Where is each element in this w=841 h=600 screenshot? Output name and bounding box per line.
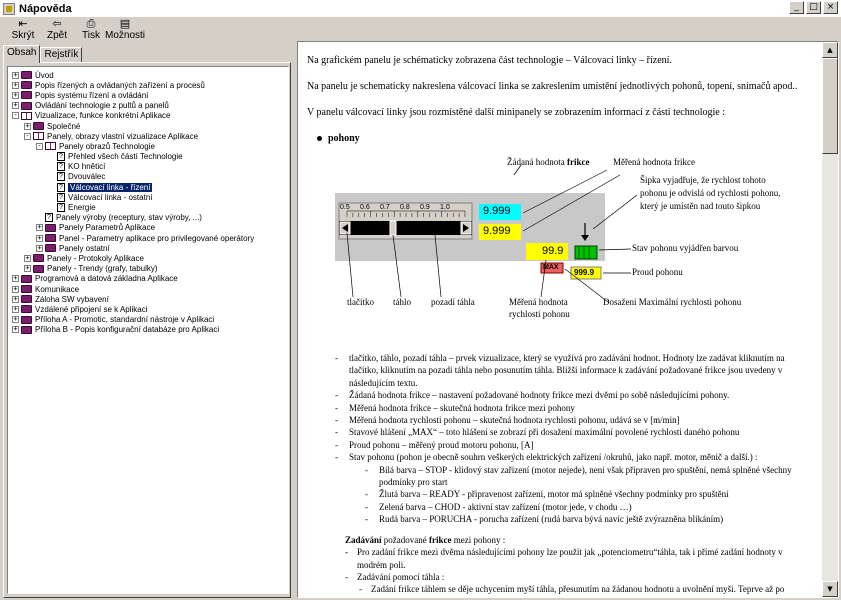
tree-item-label: Panely výroby (receptury, stav výroby, ...) (56, 213, 202, 223)
bullet-pohony (317, 132, 814, 145)
options-label: Možnosti (105, 30, 146, 41)
tree-item[interactable] (8, 315, 288, 325)
collapse-icon[interactable]: - (37, 141, 42, 150)
down-arrow-icon (581, 235, 589, 241)
tree-item[interactable] (8, 70, 288, 80)
expand-icon[interactable]: + (37, 223, 42, 232)
tree-item-label: Ovládání technologie z pultů a panelů (35, 101, 169, 111)
topic-content (298, 42, 822, 597)
print-button[interactable] (74, 17, 108, 41)
tree-item[interactable] (8, 325, 288, 335)
title-bar (0, 0, 841, 17)
topic-pane (297, 41, 839, 598)
help-page-icon: ? (57, 193, 65, 202)
friction-setpoint-value[interactable]: 9.999 (483, 205, 511, 217)
open-book-icon (33, 132, 44, 140)
paragraph-minipanels: V panelu válcovací linky jsou rozmístěné další minipanely se zobrazením informací z části technologie : (307, 107, 726, 118)
tree-item-label: Společné (47, 121, 81, 131)
closed-book-icon (21, 326, 32, 334)
vertical-scrollbar[interactable] (822, 42, 838, 597)
tree-item[interactable] (8, 152, 288, 162)
definition-item: - Měřená hodnota rychlosti pohonu – skutečná hodnota rychlosti pohonu, udává se v [m/min] (335, 415, 680, 426)
drive-state-item: - Bílá barva – STOP - klidový stav zařízení (motor nejede), není však připraven pro spuštění, nemá splněné všechny podmínky pro start (365, 464, 792, 488)
slider-track (339, 221, 472, 235)
tree-item-label: Programová a datová základna Aplikace (35, 274, 178, 284)
drive-state-item: - Žlutá barva – READY - připravenost zařízení, motor má splněné všechny podmínky pro spuštění (365, 489, 729, 500)
paragraph-panel: Na panelu je schematicky nakreslena válcovací linka se zakreslením umístění jednotlivých pohonů, topení, snímačů apod.. (307, 81, 798, 92)
options-icon: ▤ (119, 17, 131, 30)
tree-item[interactable] (8, 274, 288, 284)
ann-arrow-3: který je umístěn nad touto šipkou (640, 201, 761, 211)
definition-item: - tlačítko, táhlo, pozadí táhla – prvek vizualizace, který se využívá pro zadávání hodnot. Hodnoty lze zadávat kliknutím na tlačítko, kliknutím na pozadí táhla nebo posunutím táhla. Bližší informace k zadávání požadované frikce jsou uvedeny v následujícím textu. (335, 353, 785, 388)
tree-item-label: Vzdálené připojení se k Aplikaci (35, 304, 148, 314)
tree-item[interactable] (8, 111, 288, 121)
expand-icon[interactable]: + (13, 101, 18, 110)
closed-book-icon (21, 71, 32, 79)
ann-max: Dosažení Maximální rychlosti pohonu (603, 297, 742, 307)
scroll-up-button[interactable]: ▲ (822, 42, 838, 58)
tree-item-label: Příloha A - Promotic, standardní nástroje v Aplikaci (35, 315, 215, 325)
maximize-button[interactable]: □ (806, 1, 821, 14)
tree-item[interactable] (8, 213, 288, 223)
closed-book-icon (45, 244, 56, 252)
tree-item-label: Příloha B - Popis konfigurační databáze pro Aplikaci (35, 325, 220, 335)
expand-icon[interactable]: + (13, 325, 18, 334)
tree-item[interactable] (8, 101, 288, 111)
ann-track: pozadí táhla (431, 297, 475, 307)
help-page-icon: ? (57, 203, 65, 212)
tree-item-label: KO hněticí (68, 162, 106, 172)
expand-icon[interactable]: + (25, 264, 30, 273)
tree-item-label: Vizualizace, funkce konkrétní Aplikace (35, 111, 171, 121)
slider-tick-label: 0.7 (380, 204, 390, 211)
tree-item-label: Panely ostatní (59, 243, 110, 253)
ann-current: Proud pohonu (632, 267, 683, 277)
ann-drive-state: Stav pohonu vyjádřen barvou (632, 243, 739, 253)
expand-icon[interactable]: + (13, 80, 18, 89)
tree-item[interactable] (8, 264, 288, 274)
tree-item-label: Popis řízených a ovládaných zařízení a procesů (35, 80, 205, 90)
closed-book-icon (45, 234, 56, 242)
tab-contents[interactable]: Obsah (3, 45, 40, 63)
setpoint-section (345, 534, 814, 596)
help-page-icon: ? (57, 162, 65, 171)
expand-icon[interactable]: + (13, 304, 18, 313)
tree-item-label: Záloha SW vybavení (35, 294, 109, 304)
bullet-icon (317, 136, 322, 141)
contents-tree (7, 66, 289, 594)
tree-item[interactable] (8, 294, 288, 304)
tree-item[interactable] (8, 162, 288, 172)
closed-book-icon (33, 122, 44, 130)
slider-thumb (390, 221, 396, 235)
tree-item[interactable] (8, 233, 288, 243)
tree-item[interactable] (8, 192, 288, 202)
minimize-button[interactable]: _ (789, 1, 804, 14)
motor-state-icon (575, 246, 597, 259)
tree-item-label: Popis systému řízení a ovládání (35, 90, 149, 100)
back-label: Zpět (46, 30, 67, 41)
tree-item[interactable] (8, 90, 288, 100)
drive-state-item: - Zelená barva – CHOD - aktivní stav zařízení (motor jede, v chodu …) (365, 501, 632, 512)
closed-book-icon (21, 285, 32, 293)
tree-item-label: Válcovací linka - řízení (70, 182, 151, 192)
tab-index[interactable]: Rejstřík (40, 47, 82, 63)
tree-item-label: Přehled všech částí Technologie (68, 152, 183, 162)
close-button[interactable]: × (823, 1, 838, 14)
expand-icon[interactable]: + (25, 121, 30, 130)
tree-item[interactable] (8, 223, 288, 233)
current-value: 999.9 (574, 268, 595, 277)
back-button[interactable] (40, 17, 74, 41)
tree-item[interactable] (8, 80, 288, 90)
tree-item-label: Panely, obrazy vlastní vizualizace Aplikace (47, 131, 199, 141)
closed-book-icon (45, 224, 56, 232)
ann-speed-1: Měřená hodnota (509, 297, 568, 307)
back-icon: ⇦ (52, 17, 62, 30)
closed-book-icon (21, 305, 32, 313)
definition-item: - Měřená hodnota frikce – skutečná hodnota frikce mezi pohony (335, 402, 575, 413)
drive-state-item: - Rudá barva – PORUCHA - porucha zařízení (rudá barva bývá navíc ještě zvýrazněna blikáním) (365, 514, 724, 525)
tree-item-label: Panel - Parametry aplikace pro privilegované operátory (59, 233, 255, 243)
tree-item-label: Komunikace (35, 284, 80, 294)
tree-item[interactable] (8, 243, 288, 253)
tree-item-label: Energie (68, 203, 96, 213)
tree-item[interactable] (8, 121, 288, 131)
tree-item[interactable] (8, 304, 288, 314)
definition-item: - Stavové hlášení „MAX“ – toto hlášení se zobrazí při dosažení maximální povolené rychlosti daného pohonu (335, 427, 740, 438)
navigation-pane (3, 45, 291, 598)
hide-icon: ⇤ (18, 17, 28, 30)
help-app-icon (3, 3, 15, 15)
expand-icon[interactable]: + (13, 294, 18, 303)
speed-value: 99.9 (542, 245, 564, 257)
collapse-icon[interactable]: - (25, 131, 30, 140)
tree-item[interactable] (8, 182, 288, 192)
tree-item[interactable] (8, 253, 288, 263)
ann-button: tlačítko (347, 297, 374, 307)
scroll-thumb[interactable] (822, 58, 838, 154)
ann-measured-friction: Měřená hodnota frikce (613, 157, 695, 167)
max-label: MAX (543, 264, 559, 271)
help-page-icon: ? (57, 152, 65, 161)
tree-item[interactable] (8, 172, 288, 182)
closed-book-icon (33, 265, 44, 273)
closed-book-icon (21, 91, 32, 99)
expand-icon[interactable]: + (25, 253, 30, 262)
tree-item[interactable] (8, 202, 288, 212)
tree-item-label: Dvouválec (68, 172, 106, 182)
expand-icon[interactable]: + (13, 274, 18, 283)
help-page-icon: ? (57, 172, 65, 181)
print-label: Tisk (82, 30, 100, 41)
setpoint-item-1: - Pro zadání frikce mezi dvěma následujícími pohony lze použít jak „potenciometru“táhla, tak i přímé zadání hodnoty v modrém poli. (345, 547, 783, 570)
setpoint-item-3: - Zadání frikce táhlem se děje uchycením myší táhla, přesunutím na žádanou hodnotu a uvolnění myši. Teprve až po (359, 584, 785, 595)
closed-book-icon (21, 81, 32, 89)
open-book-icon (45, 142, 56, 150)
collapse-icon[interactable]: - (13, 111, 18, 120)
definition-item: - Stav pohonu (pohon je obecně souhrn veškerých elektrických zařízení /okruhů, jako např. motor, měnič a další.) : (335, 452, 758, 463)
window-title: Nápověda (19, 2, 72, 15)
hide-button[interactable] (6, 17, 40, 41)
closed-book-icon (21, 102, 32, 110)
open-book-icon (21, 112, 32, 120)
tree-item-label: Panely - Trendy (grafy, tabulky) (47, 264, 158, 274)
setpoint-heading: Zadávání požadované frikce mezi pohony : (345, 534, 506, 545)
print-icon: ⎙ (86, 17, 96, 30)
tree-item-label: Panely - Protokoly Aplikace (47, 253, 144, 263)
setpoint-item-2: - Zadávání pomocí táhla : (345, 571, 445, 582)
closed-book-icon (21, 295, 32, 303)
options-button[interactable] (105, 17, 146, 41)
ann-arrow-2: pohonu je odvislá od rychlosti pohonu, (640, 188, 781, 198)
tree-item-label: Úvod (35, 70, 54, 80)
toolbar (0, 17, 841, 43)
scroll-down-button[interactable]: ▼ (822, 581, 838, 597)
expand-icon[interactable]: + (37, 233, 42, 242)
tree-item-label: Válcovací linka - ostatní (68, 192, 153, 202)
ann-speed-2: rychlosti pohonu (509, 309, 570, 319)
tree-item[interactable] (8, 141, 288, 151)
slider-tick-label: 0.8 (400, 204, 410, 211)
drive-diagram (335, 147, 795, 352)
help-page-icon: ? (45, 213, 53, 222)
bullet-label: pohony (328, 133, 360, 144)
slider-tick-label: 0.6 (360, 204, 370, 211)
expand-icon[interactable]: + (13, 315, 18, 324)
help-page-icon: ? (57, 183, 65, 192)
closed-book-icon (21, 275, 32, 283)
definition-item: - Proud pohonu – měřený proud motoru pohonu, [A] (335, 439, 534, 450)
closed-book-icon (21, 316, 32, 324)
hide-label: Skrýt (11, 30, 35, 41)
definition-item: - Žádaná hodnota frikce – nastavení požadované hodnoty frikce mezi dvěmi po sobě následujícími pohony. (335, 390, 730, 401)
expand-icon[interactable]: + (13, 70, 18, 79)
tree-item[interactable] (8, 284, 288, 294)
friction-measured-value: 9.999 (483, 225, 511, 237)
expand-icon[interactable]: + (13, 284, 18, 293)
tree-item[interactable] (8, 131, 288, 141)
slider-tick-label: 1.0 (440, 204, 450, 211)
slider-tick-label: 0.9 (420, 204, 430, 211)
paragraph-intro: Na grafickém panelu je schématicky zobrazena část technologie – Válcovací linky – řízení. (307, 55, 672, 66)
tree-item-label: Panely obrazů Technologie (59, 141, 155, 151)
slider-tick-label: 0.5 (340, 204, 350, 211)
expand-icon[interactable]: + (37, 243, 42, 252)
expand-icon[interactable]: + (13, 90, 18, 99)
closed-book-icon (33, 254, 44, 262)
ann-arrow-1: Šipka vyjadřuje, že rychlost tohoto (640, 175, 766, 185)
tree-item-label: Panely Parametrů Aplikace (59, 223, 156, 233)
definitions-list (335, 352, 814, 526)
ann-setpoint: Žádaná hodnota frikce (507, 157, 590, 167)
ann-thumb: táhlo (393, 297, 411, 307)
